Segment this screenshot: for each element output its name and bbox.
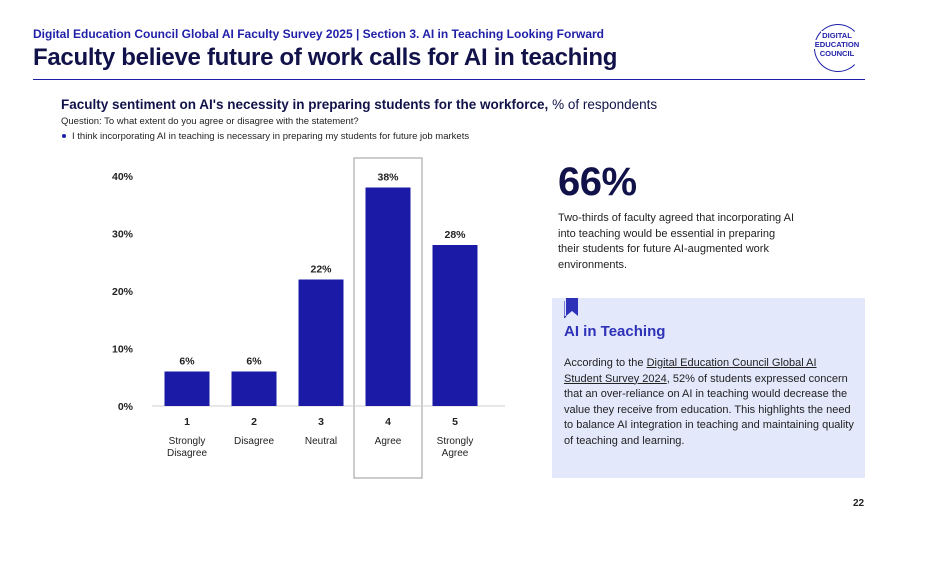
logo-text [808, 31, 866, 58]
x-tick-label: 3 [318, 416, 324, 428]
category-label: Strongly [168, 436, 206, 447]
survey-statement [61, 131, 469, 142]
y-tick-label: 30% [111, 228, 133, 241]
chart-title-unit: % of respondents [548, 97, 658, 112]
data-label: 22% [310, 263, 332, 276]
x-tick-label: 5 [452, 416, 458, 428]
bar [433, 245, 478, 406]
panel-title: AI in Teaching [564, 323, 666, 340]
survey-question: Question: To what extent do you agree or disagree with the statement? [61, 116, 359, 127]
panel-text [564, 356, 854, 449]
stat-description: Two-thirds of faculty agreed that incorporating AI into teaching would be essential in preparing their students for future AI-augmented work environments. [558, 212, 795, 271]
bookmark-icon [564, 298, 580, 318]
chart-title-main: Faculty sentiment on AI's necessity in preparing students for the workforce, [61, 97, 549, 112]
x-tick-label: 1 [184, 416, 190, 428]
y-tick-label: 20% [111, 286, 133, 298]
bar [232, 372, 277, 407]
x-tick-label: 2 [251, 416, 257, 428]
data-label: 38% [377, 171, 399, 184]
logo-line-1: DIGITAL [822, 31, 852, 40]
category-label: Disagree [166, 448, 208, 459]
student-survey-link[interactable]: Digital Education Council Global AI Student Survey 2024 [564, 357, 817, 385]
panel-text-body: , 52% of students expressed concern that an over-reliance on AI in teaching would decrease the value they receive from education. This highlights the need to balance AI integration in teaching and maintaining quality of teaching and learning. [564, 372, 854, 447]
category-label: Disagree [233, 436, 275, 447]
category-label: Strongly [436, 436, 474, 447]
logo-line-2: EDUCATION [814, 40, 860, 49]
panel-text-lead: According to the [564, 357, 647, 369]
category-label: Agree [441, 448, 469, 459]
title-divider [33, 79, 865, 80]
y-tick-label: 10% [111, 343, 133, 356]
bar [165, 372, 210, 407]
chart-title [61, 97, 657, 112]
dec-logo [808, 24, 866, 74]
data-label: 6% [246, 355, 262, 368]
survey-statement-text: I think incorporating AI in teaching is necessary in preparing my students for future job markets [72, 131, 470, 142]
bar [299, 280, 344, 407]
data-label: 6% [179, 355, 195, 368]
x-tick-label: 4 [385, 416, 391, 428]
y-tick-label: 40% [111, 171, 133, 183]
page-title: Faculty believe future of work calls for AI in teaching [33, 44, 618, 71]
category-label: Agree [374, 436, 402, 447]
bar [366, 188, 411, 407]
bullet-dot-icon [62, 134, 66, 138]
data-label: 28% [444, 229, 466, 241]
info-panel [552, 298, 865, 478]
y-tick-label: 0% [117, 401, 133, 413]
page-number: 22 [853, 498, 865, 509]
bar-chart [90, 150, 520, 485]
logo-line-3: COUNCIL [819, 49, 855, 58]
stat-value: 66% [558, 160, 637, 204]
category-label: Neutral [304, 436, 338, 447]
section-kicker: Digital Education Council Global AI Faculty Survey 2025 | Section 3. AI in Teaching Looking Forward [33, 27, 605, 41]
